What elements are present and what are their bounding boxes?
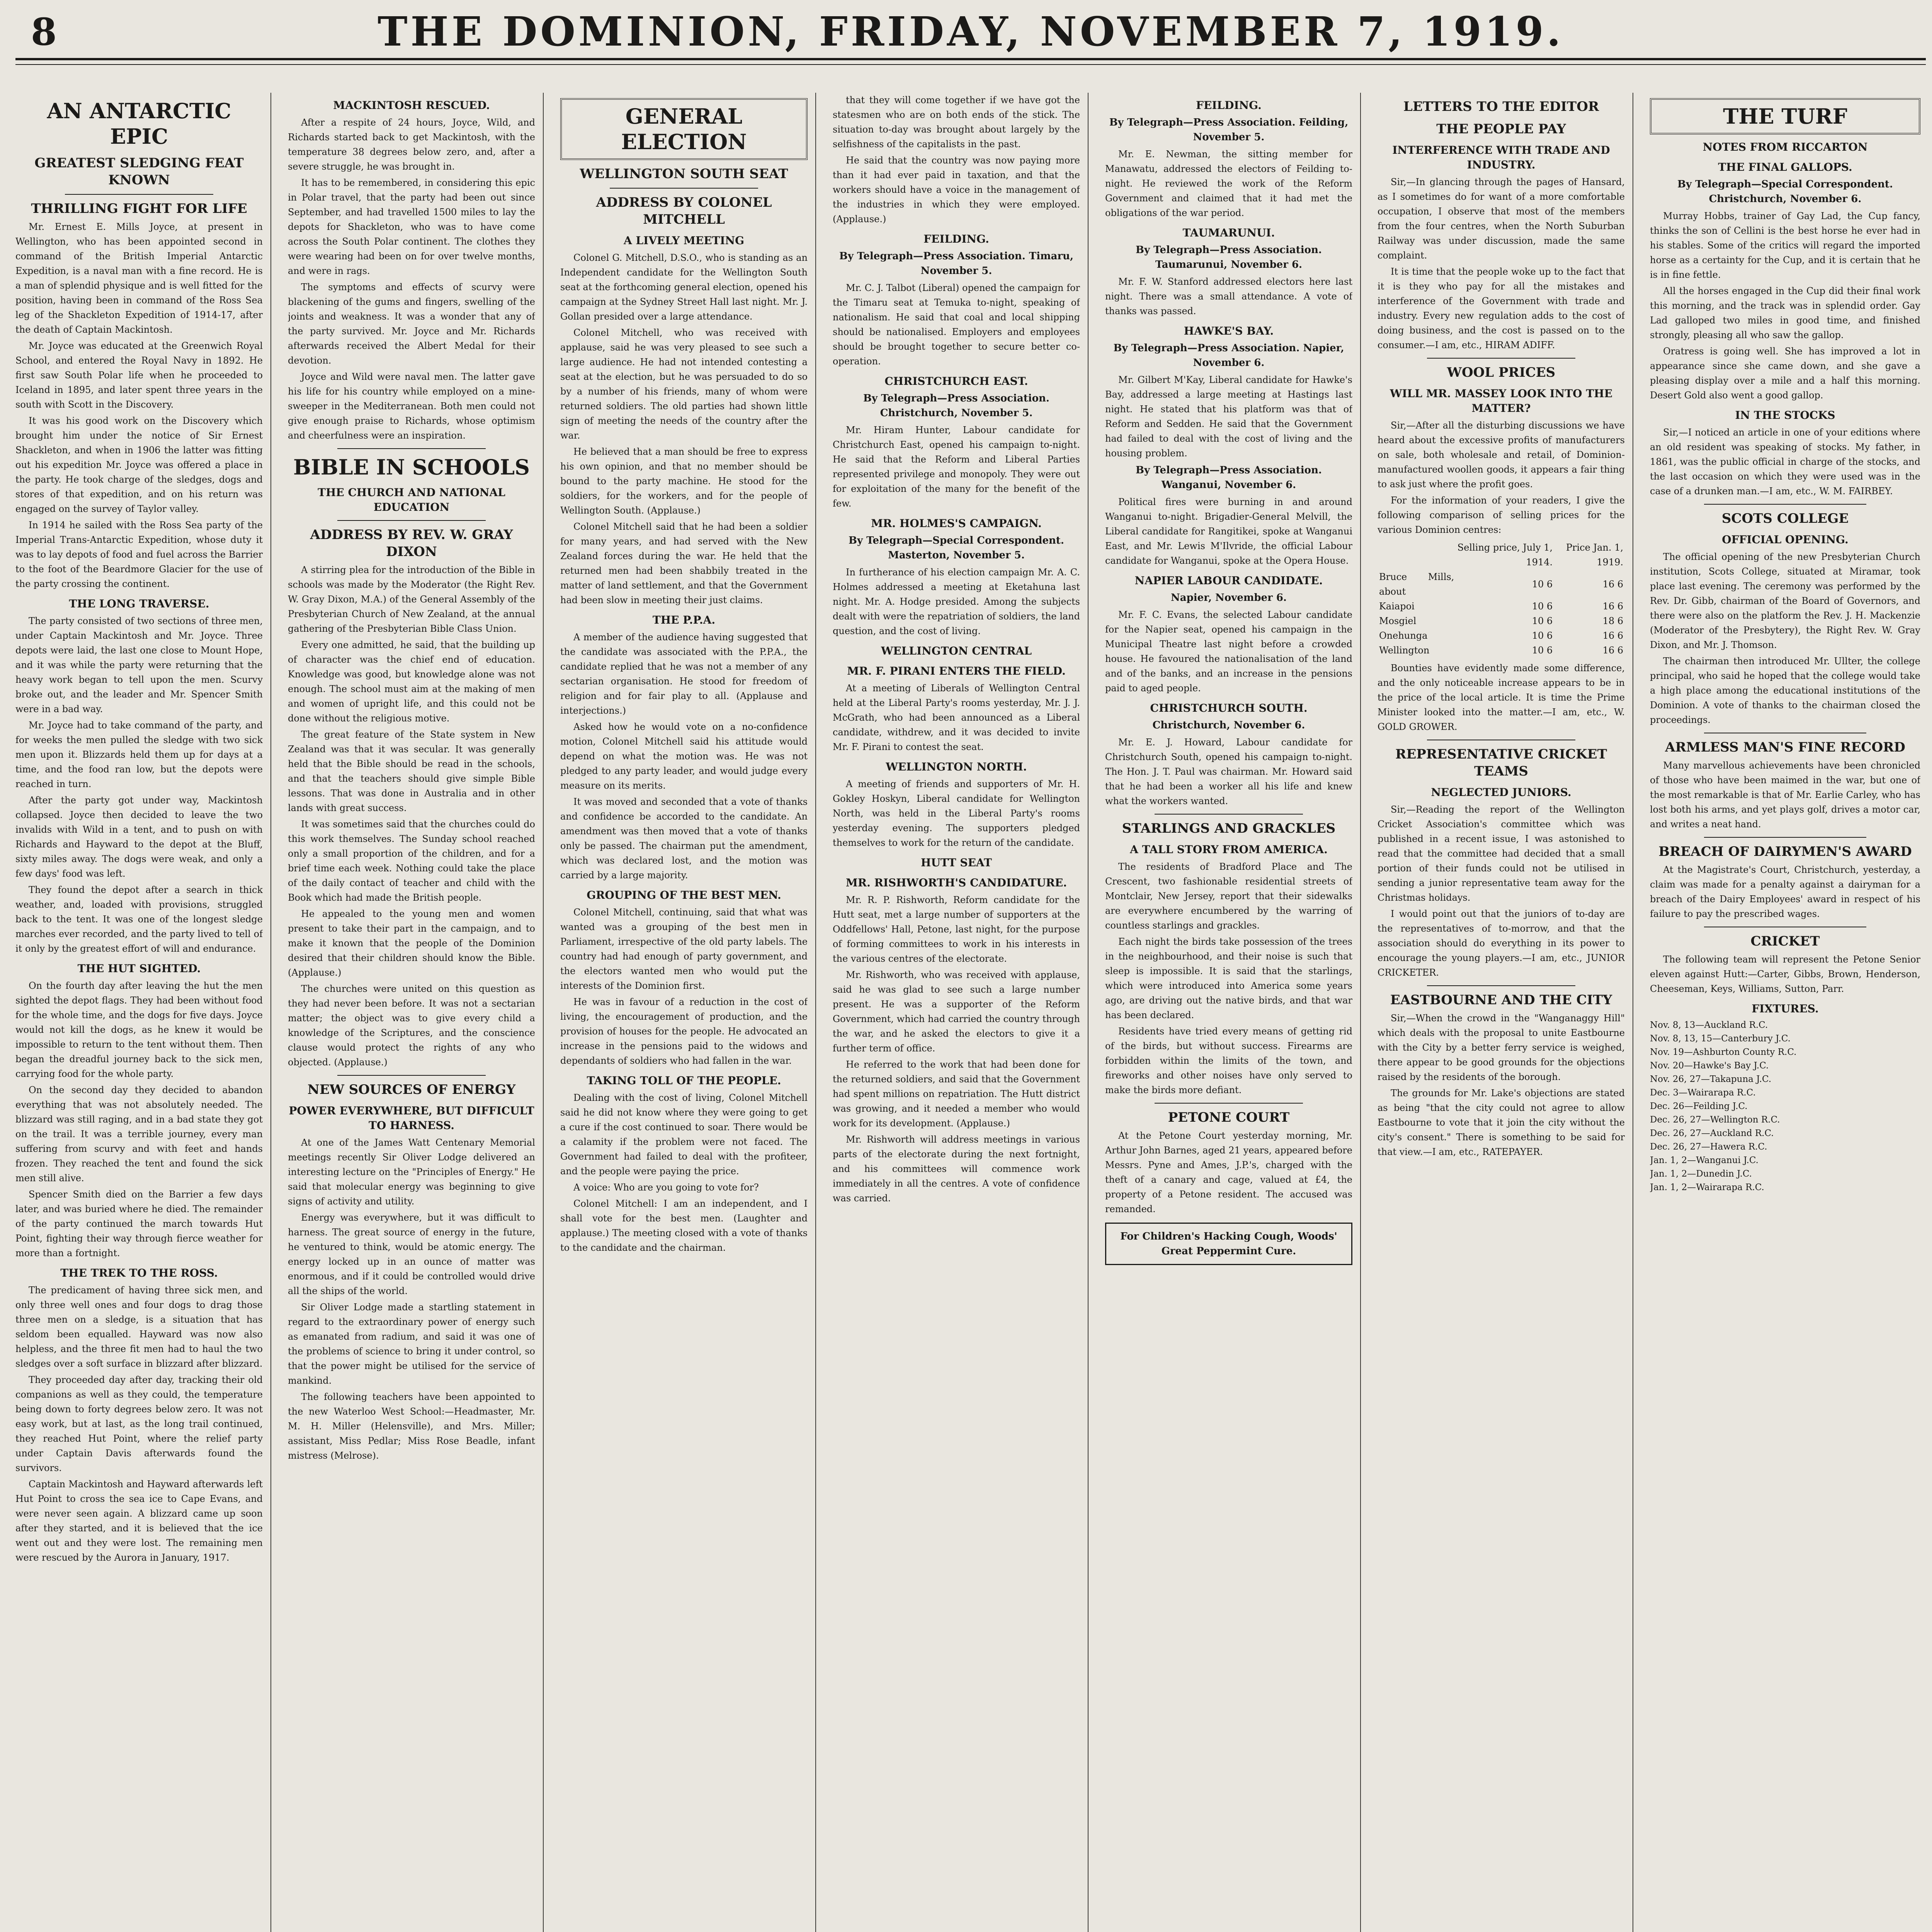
article-paragraph: On the fourth day after leaving the hut the men sighted the depot flags. They had been without food for the whole time, and the dogs for five days. Joyce would not kill the dogs, as he knew it would be impossible to return to the tent without them. Then began the dreadful journey back to the sick men, carrying food for the whole party. (15, 980, 263, 1079)
dateline: By Telegraph—Press Association. Taumarunui, November 6. (1136, 244, 1322, 270)
article-paragraph: It was moved and seconded that a vote of thanks and confidence be accorded to the candidate. An amendment was then moved that a vote of thanks only be passed. The chairman put the amendment, which was declared lost, and the motion was carried by a large majority. (560, 796, 808, 881)
table-cell: 10 6 (1532, 645, 1553, 656)
article-paragraph: Mr. Joyce was educated at the Greenwich Royal School, and entered the Royal Navy in 1892. He first saw South Polar life when he proceeded to Iceland in 1895, and later spent three years in the south with Scott in the Discovery. (15, 340, 263, 410)
section-heading: A TALL STORY FROM AMERICA. (1130, 843, 1328, 856)
section-heading: NAPIER LABOUR CANDIDATE. (1134, 574, 1323, 587)
fixture-item: Jan. 1, 2—Wairarapa R.C. (1650, 1182, 1764, 1192)
table-cell: Mosgiel (1379, 616, 1417, 626)
section-heading: MACKINTOSH RESCUED. (333, 99, 490, 112)
section-heading: THE CHURCH AND NATIONAL EDUCATION (318, 486, 505, 514)
section-heading: OFFICIAL OPENING. (1722, 533, 1849, 546)
subheadline: GREATEST SLEDGING FEAT KNOWN (34, 155, 244, 188)
fixture-item: Nov. 19—Ashburton County R.C. (1650, 1047, 1797, 1057)
article-paragraph: Sir,—I noticed an article in one of your editions where an old resident was speaking of stocks. My father, in 1861, was the public official in charge of the stocks, and the last occasion on which they were used was in the case of a drunken man.—I am, etc., W. M. FAIRBEY. (1650, 427, 1920, 497)
subheadline: PETONE COURT (1168, 1110, 1290, 1125)
table-cell: Wellington (1379, 645, 1430, 656)
article-paragraph: Mr. Rishworth, who was received with applause, said he was glad to see such a large number present. He was a supporter of the Reform Government, which had carried the country through the war, and he asked the electors to give it a further term of office. (833, 969, 1080, 1054)
headline: AN ANTARCTIC EPIC (47, 99, 231, 149)
article-separator (1427, 985, 1575, 986)
article-paragraph: For the information of your readers, I give the following comparison of selling prices for the various Dominion centres: (1378, 495, 1625, 535)
article-paragraph: Mr. R. P. Rishworth, Reform candidate for the Hutt seat, met a large number of supporters at the Oddfellows' Hall, Petone, last night, for the purpose of forming committees to work in his interests in the various centres of the electorate. (833, 895, 1080, 964)
section-heading: MR. HOLMES'S CAMPAIGN. (871, 517, 1042, 530)
column-divider (1360, 93, 1361, 1932)
article-paragraph: At the Magistrate's Court, Christchurch, yesterday, a claim was made for a penalty against a dairyman for a breach of the Dairy Employees' award in respect of his failure to pay the prescribed wages. (1650, 864, 1920, 919)
subheadline: THE PEOPLE PAY (1436, 121, 1566, 137)
article-separator (337, 1075, 486, 1076)
article-paragraph: A meeting of friends and supporters of Mr. H. Gokley Hoskyn, Liberal candidate for Wellington North, was held in the Liberal Party's rooms yesterday evening. The supporters pledged themselves to work for the return of the candidate. (833, 779, 1080, 848)
column-1 (15, 93, 263, 1932)
column-4 (833, 93, 1080, 1932)
section-heading: NEGLECTED JUNIORS. (1431, 786, 1571, 799)
article-paragraph: Bounties have evidently made some difference, and the only noticeable increase appears to be in the price of the local article. It is time the Prime Minister looked into the matter.—I am, etc., W. GOLD GROWER. (1378, 663, 1625, 732)
article-separator (610, 188, 758, 189)
section-heading: GROUPING OF THE BEST MEN. (587, 889, 781, 901)
section-heading: THE FINAL GALLOPS. (1718, 161, 1852, 173)
section-heading: THE TREK TO THE ROSS. (60, 1267, 218, 1279)
section-heading: FEILDING. (1196, 99, 1262, 112)
column-7 (1650, 93, 1920, 1932)
article-paragraph: Spencer Smith died on the Barrier a few days later, and was buried where he died. The remainder of the party continued the march towards Hut Point, fighting their way through fierce weather for more than a fortnight. (15, 1189, 263, 1259)
fixture-item: Jan. 1, 2—Wanganui J.C. (1650, 1155, 1759, 1165)
subheadline: BREACH OF DAIRYMEN'S AWARD (1658, 844, 1912, 859)
article-paragraph: that they will come together if we have got the statesmen who are on both ends of the stick. The situation to-day was brought about largely by the selfishness of the capitalists in the past. (833, 95, 1080, 150)
table-cell: 16 6 (1602, 601, 1623, 612)
article-paragraph: Many marvellous achievements have been chronicled of those who have been maimed in the war, but one of the most remarkable is that of Mr. Earlie Carley, who has lost both his arms, and yet plays golf, drives a motor car, and writes a neat hand. (1650, 760, 1920, 830)
article-paragraph: The predicament of having three sick men, and only three well ones and four dogs to drag those three men on a sledge, is a situation that has seldom been equalled. Hayward was now also helpless, and the three fit men had to haul the two sledges over a soft surface in blizzard after blizzard. (15, 1285, 263, 1369)
article-paragraph: The symptoms and effects of scurvy were blackening of the gums and fingers, swelling of the joints and weakness. It was a wonder that any of the party survived. Mr. Joyce and Mr. Richards afterwards received the Albert Medal for their devotion. (288, 282, 535, 366)
masthead-rule (15, 58, 1926, 60)
article-paragraph: Every one admitted, he said, that the building up of character was the chief end of education. Knowledge was good, but knowledge alone was not enough. The school must aim at the making of men and women of upright life, and this could not be done without the religious motive. (288, 639, 535, 724)
subheadline: THRILLING FIGHT FOR LIFE (31, 201, 247, 216)
section-heading: TAKING TOLL OF THE PEOPLE. (587, 1074, 781, 1087)
article-paragraph: The great feature of the State system in New Zealand was that it was secular. It was generally held that the Bible should be read in the schools, and that the teachers should give simple Bible lessons. That was done in Australia and in other lands with great success. (288, 729, 535, 813)
article-paragraph: After the party got under way, Mackintosh collapsed. Joyce then decided to leave the two invalids with Wild in a tent, and to push on with Richards and Hayward to the depot at the Bluff, sixty miles away. The dogs were weak, and only a few days' food was left. (15, 795, 263, 879)
table-cell: 16 6 (1602, 645, 1623, 656)
article-paragraph: He appealed to the young men and women present to take their part in the campaign, and to make it known that the people of the Dominion desired that their children should know the Bible. (Applause.) (288, 908, 535, 978)
article-paragraph: Joyce and Wild were naval men. The latter gave his life for his country while employed on a mine-sweeper in the Mediterranean. Both men could not give enough praise to Richards, whose optimism and cheerfulness were an inspiration. (288, 371, 535, 441)
table-cell: 16 6 (1602, 630, 1623, 641)
article-paragraph: In 1914 he sailed with the Ross Sea party of the Imperial Trans-Antarctic Expedition, whose duty it was to lay depots of food and fuel across the Barrier to the foot of the Beardmore Glacier for the use of the party crossing the continent. (15, 520, 263, 589)
subheadline: SCOTS COLLEGE (1721, 511, 1849, 526)
article-paragraph: He believed that a man should be free to express his own opinion, and that no member should be bound to the party machine. He stood for the soldiers, for the workers, and for the people of Wellington South. (Applause.) (560, 446, 808, 516)
section-heading: WILL MR. MASSEY LOOK INTO THE MATTER? (1390, 387, 1612, 415)
section-heading: THE LONG TRAVERSE. (69, 597, 209, 610)
dateline: Christchurch, November 6. (1152, 719, 1305, 731)
section-heading: CHRISTCHURCH SOUTH. (1150, 702, 1308, 714)
table-cell: Bruce Mills, about (1379, 571, 1454, 597)
fixture-item: Dec. 26, 27—Wellington R.C. (1650, 1115, 1780, 1125)
dateline: By Telegraph—Special Correspondent. Masterton, November 5. (849, 535, 1064, 561)
headline: BIBLE IN SCHOOLS (293, 455, 530, 480)
article-paragraph: Mr. Rishworth will address meetings in various parts of the electorate during the next fortnight, and his committees will commence work immediately in all the centres. A vote of confidence was carried. (833, 1134, 1080, 1204)
article-paragraph: Dealing with the cost of living, Colonel Mitchell said he did not know where they were going to get a cure if the cost continued to soar. There would be a calamity if the problem were not faced. The Government had failed to deal with the profiteer, and the people were paying the price. (560, 1092, 808, 1177)
article-paragraph: The churches were united on this question as they had never been before. It was not a sectarian matter; the object was to give every child a knowledge of the Scriptures, and the conscience clause would protect the rights of any who objected. (Applause.) (288, 983, 535, 1068)
section-heading: WELLINGTON CENTRAL (881, 645, 1032, 657)
section-heading: CHRISTCHURCH EAST. (884, 375, 1028, 388)
dateline: By Telegraph—Press Association. Napier, November 6. (1113, 342, 1344, 369)
column-divider (270, 93, 271, 1932)
masthead (15, 8, 1926, 54)
article-paragraph: The following teachers have been appointed to the new Waterloo West School:—Headmaster, Mr. M. H. Miller (Helensville), and Mrs. Miller; assistant, Miss Pedlar; Miss Rose Beadle, infant mistress (Melrose). (288, 1391, 535, 1461)
table-cell: 10 6 (1532, 630, 1553, 641)
article-separator (1704, 837, 1866, 838)
dateline: By Telegraph—Special Correspondent. Christchurch, November 6. (1677, 179, 1893, 205)
article-paragraph: In furtherance of his election campaign Mr. A. C. Holmes addressed a meeting at Eketahuna last night. Mr. A. Hodge presided. Among the subjects dealt with were the repatriation of soldiers, the land question, and the cost of living. (833, 567, 1080, 636)
article-paragraph: They found the depot after a search in thick weather, and, loaded with provisions, struggled back to the tent. It was one of the longest sledge marches ever recorded, and the party lived to tell of it only by the greatest effort of will and endurance. (15, 884, 263, 954)
article-paragraph: Asked how he would vote on a no-confidence motion, Colonel Mitchell said his attitude would depend on what the motion was. He was not pledged to any party leader, and would judge every measure on its merits. (560, 721, 808, 791)
article-paragraph: At a meeting of Liberals of Wellington Central held at the Liberal Party's rooms yesterday, Mr. J. J. McGrath, who had been announced as a Liberal candidate, withdrew, and it was decided to invite Mr. F. Pirani to contest the seat. (833, 683, 1080, 752)
section-heading: MR. RISHWORTH'S CANDIDATURE. (845, 876, 1067, 889)
article-paragraph: Oratress is going well. She has improved a lot in appearance since she came down, and she gave a pleasing display over a mile and a half this morning. Desert Gold also went a good gallop. (1650, 346, 1920, 401)
article-paragraph: Murray Hobbs, trainer of Gay Lad, the Cup fancy, thinks the son of Cellini is the best horse he ever had in his stables. Some of the critics will regard the imported horse as a certainty for the Cup, and it is certain that he is in fine fettle. (1650, 211, 1920, 280)
article-paragraph: Mr. F. W. Stanford addressed electors here last night. There was a small attendance. A vote of thanks was passed. (1105, 276, 1352, 316)
subheadline: STARLINGS AND GRACKLES (1122, 821, 1336, 836)
fixture-item: Dec. 26, 27—Auckland R.C. (1650, 1128, 1774, 1138)
section-heading: POWER EVERYWHERE, BUT DIFFICULT TO HARNESS. (289, 1104, 534, 1132)
article-paragraph: Mr. Gilbert M'Kay, Liberal candidate for Hawke's Bay, addressed a large meeting at Hastings last night. He stated that his platform was that of Reform and Sedden. He said that the Government had failed to deal with the cost of living and the housing problem. (1105, 374, 1352, 459)
article-paragraph: On the second day they decided to abandon everything that was not absolutely needed. The blizzard was still raging, and in a bad state they got on the trail. It was a terrible journey, every man suffering from scurvy and with feet and hands frozen. They reached the tent and found the sick men still alive. (15, 1085, 263, 1184)
article-paragraph: All the horses engaged in the Cup did their final work this morning, and the track was in splendid order. Gay Lad galloped two miles in good time, and finished strongly, pleasing all who saw the gallop. (1650, 286, 1920, 340)
fixture-item: Dec. 26—Feilding J.C. (1650, 1101, 1748, 1111)
article-separator (1704, 504, 1866, 505)
article-paragraph: Sir Oliver Lodge made a startling statement in regard to the extraordinary power of energy such as emanated from radium, and said it was one of the problems of science to bring it under control, so that the power might be utilised for the service of mankind. (288, 1302, 535, 1386)
article-paragraph: The official opening of the new Presbyterian Church institution, Scots College, situated at Miramar, took place last evening. The ceremony was performed by the Rev. Dr. Gibb, chairman of the Board of Governors, and there were also on the platform the Rev. J. H. Mackenzie (Moderator of the Presbytery), the Right Rev. W. Gray Dixon, and Mr. J. Thomson. (1650, 551, 1920, 650)
article-paragraph: Mr. E. Newman, the sitting member for Manawatu, addressed the electors of Feilding to-night. He reviewed the work of the Reform Government and claimed that it had met the obligations of the war period. (1105, 149, 1352, 218)
article-paragraph: A member of the audience having suggested that the candidate was associated with the P.P.A., the candidate replied that he was not a member of any sectarian organisation. He stood for freedom of religion and for fair play to all. (Applause and interjections.) (560, 632, 808, 716)
article-paragraph: After a respite of 24 hours, Joyce, Wild, and Richards started back to get Mackintosh, with the temperature 38 degrees below zero, and, after a severe struggle, he was brought in. (288, 117, 535, 172)
section-heading: IN THE STOCKS (1735, 409, 1835, 422)
dateline: By Telegraph—Press Association. Feilding, November 5. (1109, 117, 1349, 143)
section-heading: FEILDING. (923, 233, 989, 245)
article-paragraph: Mr. Hiram Hunter, Labour candidate for Christchurch East, opened his campaign to-night. He said that the Reform and Liberal Parties represented privilege and monopoly. They were out for exploitation of the many for the benefit of the few. (833, 425, 1080, 509)
article-separator (1155, 1103, 1303, 1104)
table-cell: 10 6 (1532, 579, 1553, 590)
subheadline: ADDRESS BY REV. W. GRAY DIXON (310, 527, 513, 560)
table-header-cell (1378, 540, 1456, 570)
article-paragraph: I would point out that the juniors of to-day are the representatives of to-morrow, and that the association should do everything in its power to encourage the young players.—I am, etc., JUNIOR CRICKETER. (1378, 908, 1625, 978)
price-table (1378, 540, 1625, 658)
subheadline: ARMLESS MAN'S FINE RECORD (1665, 740, 1905, 755)
page-number: 8 (31, 10, 57, 54)
dateline: By Telegraph—Press Association. Timaru, November 5. (839, 250, 1074, 277)
fixture-item: Dec. 26, 27—Hawera R.C. (1650, 1142, 1767, 1152)
article-paragraph: They proceeded day after day, tracking their old companions as well as they could, the temperature being down to forty degrees below zero. It was not easy work, but at last, as the long trail continued, they reached Hut Point, where the relief party under Captain Davis afterwards found the survivors. (15, 1374, 263, 1473)
table-header-cell: Price Jan. 1, 1919. (1566, 542, 1623, 568)
article-paragraph: Political fires were burning in and around Wanganui to-night. Brigadier-General Melvill, the Liberal candidate for Rangitikei, spoke at Wanganui East, and Mr. Lewis M'Ilvride, the official Labour candidate for Wanganui, spoke at the Opera House. (1105, 497, 1352, 566)
subheadline: ADDRESS BY COLONEL MITCHELL (596, 195, 772, 227)
column-divider (815, 93, 816, 1932)
column-6 (1378, 93, 1625, 1932)
section-heading: THE HUT SIGHTED. (77, 962, 201, 975)
article-paragraph: A stirring plea for the introduction of the Bible in schools was made by the Moderator (the Right Rev. W. Gray Dixon, M.A.) of the General Assembly of the Presbyterian Church of New Zealand, at the annual gathering of the Presbyterian Bible Class Union. (288, 565, 535, 634)
subheadline: NEW SOURCES OF ENERGY (307, 1082, 516, 1097)
article-paragraph: The following team will represent the Petone Senior eleven against Hutt:—Carter, Gibbs, Brown, Henderson, Cheeseman, Keys, Williams, Sutton, Parr. (1650, 954, 1920, 994)
dateline: By Telegraph—Press Association. Christchurch, November 5. (863, 393, 1049, 419)
article-paragraph: The residents of Bradford Place and The Crescent, two fashionable residential streets of Montclair, New Jersey, report that their sidewalks are everywhere encumbered by the warring of countless starlings and grackles. (1105, 861, 1352, 931)
subheadline: CRICKET (1750, 934, 1820, 949)
article-paragraph: Colonel Mitchell, continuing, said that what was wanted was a grouping of the best men in Parliament, irrespective of the old party labels. The country had had enough of party government, and the electors wanted men who would put the interests of the Dominion first. (560, 907, 808, 991)
article-paragraph: Captain Mackintosh and Hayward afterwards left Hut Point to cross the sea ice to Cape Evans, and were never seen again. A blizzard came up soon after they started, and it is believed that the ice went out and they were lost. The remaining men were rescued by the Aurora in January, 1917. (15, 1479, 263, 1563)
fixtures-list (1650, 1019, 1920, 1194)
article-paragraph: A voice: Who are you going to vote for? (573, 1182, 759, 1193)
article-paragraph: Each night the birds take possession of the trees in the neighbourhood, and their noise is such that sleep is impossible. It is said that the starlings, which were introduced into America some years ago, are driving out the native birds, and that war has been declared. (1105, 936, 1352, 1020)
masthead-rule-thin (15, 64, 1926, 65)
article-paragraph: He was in favour of a reduction in the cost of living, the encouragement of production, and the provision of houses for the people. He advocated an increase in the pensions paid to the widows and dependants of soldiers who had fallen in the war. (560, 997, 808, 1066)
newspaper-title: THE DOMINION, FRIDAY, NOVEMBER 7, 1919. (378, 8, 1564, 55)
article-paragraph: Energy was everywhere, but it was difficult to harness. The great source of energy in the future, he ventured to think, would be atomic energy. The energy locked up in an ounce of matter was enormous, and if it could be controlled would drive all the ships of the world. (288, 1212, 535, 1296)
article-paragraph: Sir,—When the crowd in the "Wanganaggy Hill" which deals with the proposal to unite Eastbourne with the City by a better ferry service is weighed, there appear to be good grounds for the objections raised by the residents of the borough. (1378, 1013, 1625, 1082)
subheadline: WOOL PRICES (1447, 365, 1556, 380)
section-heading: HAWKE'S BAY. (1184, 325, 1274, 337)
subheadline: WELLINGTON SOUTH SEAT (580, 166, 788, 182)
article-paragraph: Mr. C. J. Talbot (Liberal) opened the campaign for the Timaru seat at Temuka to-night, speaking of nationalism. He said that coal and local shipping should be nationalised. Employers and employees should be brought together to secure better co-operation. (833, 282, 1080, 367)
section-heading: THE P.P.A. (652, 614, 716, 626)
section-banner: GENERAL ELECTION (560, 98, 808, 160)
article-paragraph: At one of the James Watt Centenary Memorial meetings recently Sir Oliver Lodge delivered an interesting lecture on the "Principles of Energy." He said that molecular energy was beginning to give signs of activity and utility. (288, 1137, 535, 1207)
table-cell: Onehunga (1379, 630, 1428, 641)
article-paragraph: It was his good work on the Discovery which brought him under the notice of Sir Ernest Shackleton, and when in 1906 the latter was fitting out his expedition Mr. Joyce was offered a place in the party. He took charge of the sledges, dogs and stores of that expedition, and on his return was engaged on the survey of Taylor valley. (15, 415, 263, 514)
article-paragraph: The party consisted of two sections of three men, under Captain Mackintosh and Mr. Joyce. Three depots were laid, the last one close to Mount Hope, and it was while the party were returning that the heavy work began to tell upon the men. Scurvy broke out, and the leader and Mr. Spencer Smith were in a bad way. (15, 616, 263, 714)
table-row (1378, 614, 1625, 628)
article-paragraph: Colonel Mitchell, who was received with applause, said he was very pleased to see such a large audience. He had not intended contesting a seat at the election, but he was persuaded to do so by a number of his friends, many of whom were returned soldiers. The old parties had shown little sign of meeting the needs of the country after the war. (560, 327, 808, 441)
section-heading: NOTES FROM RICCARTON (1702, 141, 1868, 153)
article-paragraph: Mr. E. J. Howard, Labour candidate for Christchurch South, opened his campaign to-night. The Hon. J. T. Paul was chairman. Mr. Howard said that he had been a worker all his life and knew what the workers wanted. (1105, 737, 1352, 806)
advertisement: For Children's Hacking Cough, Woods' Great Peppermint Cure. (1105, 1223, 1352, 1265)
column-divider (543, 93, 544, 1932)
section-heading: A LIVELY MEETING (623, 234, 745, 247)
article-paragraph: It was sometimes said that the churches could do this work themselves. The Sunday school reached only a small proportion of the children, and for a brief time each week. Nothing could take the place of the daily contact of teacher and child with the Book which had made the British people. (288, 819, 535, 903)
article-paragraph: At the Petone Court yesterday morning, Mr. Arthur John Barnes, aged 21 years, appeared before Messrs. Pyne and Ames, J.P.'s, charged with the theft of a canary and cage, valued at £4, the property of a Petone resident. The accused was remanded. (1105, 1130, 1352, 1214)
section-heading: WELLINGTON NORTH. (886, 760, 1027, 773)
article-separator (65, 194, 213, 195)
fixture-item: Nov. 8, 13—Auckland R.C. (1650, 1020, 1768, 1030)
column-2 (288, 93, 535, 1932)
table-row (1378, 628, 1625, 643)
article-paragraph: Sir,—In glancing through the pages of Hansard, as I sometimes do for want of a more comfortable occupation, I observe that most of the members from the four centres, when the North Suburban Railway was under discussion, made the same complaint. (1378, 177, 1625, 261)
article-paragraph: Mr. Joyce had to take command of the party, and for weeks the men pulled the sledge with two sick men upon it. Blizzards held them up for days at a time, and the food ran low, but the depots were reached in turn. (15, 720, 263, 789)
subheadline: LETTERS TO THE EDITOR (1403, 99, 1599, 114)
article-paragraph: The grounds for Mr. Lake's objections are stated as being "that the city could not agree to allow Eastbourne to vote that it join the city without the city's consent." There is something to be said for that view.—I am, etc., RATEPAYER. (1378, 1088, 1625, 1157)
table-cell: 18 6 (1602, 616, 1623, 626)
table-row (1378, 599, 1625, 614)
fixture-item: Nov. 26, 27—Takapuna J.C. (1650, 1074, 1772, 1084)
section-heading: FIXTURES. (1752, 1002, 1819, 1015)
table-cell: 16 6 (1602, 579, 1623, 590)
article-separator (1427, 358, 1575, 359)
article-paragraph: Mr. Ernest E. Mills Joyce, at present in Wellington, who has been appointed second in command of the British Imperial Antarctic Expedition, is a naval man with a fine record. He is a man of splendid physique and is well fitted for the position, having been in command of the Ross Sea leg of the Shackleton Expedition of 1914-17, after the death of Captain Mackintosh. (15, 221, 263, 335)
article-paragraph: It is time that the people woke up to the fact that it is they who pay for all the mistakes and interference of the Government with trade and industry. Every new regulation adds to the cost of doing business, and the cost is passed on to the consumer.—I am, etc., HIRAM ADIFF. (1378, 266, 1625, 350)
article-paragraph: Colonel Mitchell said that he had been a soldier for many years, and had served with the New Zealand forces during the war. He held that the returned men had been shabbily treated in the matter of land settlement, and that the Government had been slow in meeting their just claims. (560, 521, 808, 605)
section-heading: TAUMARUNUI. (1182, 226, 1275, 239)
table-cell: 10 6 (1532, 601, 1553, 612)
article-paragraph: It has to be remembered, in considering this epic in Polar travel, that the party had been out since September, and had travelled 1500 miles to lay the depots for Shackleton, who was to have come across the South Polar continent. The clothes they were wearing had been on for over twelve months, and were in rags. (288, 177, 535, 276)
table-cell: Kaiapoi (1379, 601, 1415, 612)
fixture-item: Dec. 3—Wairarapa R.C. (1650, 1088, 1756, 1098)
article-paragraph: The chairman then introduced Mr. Ullter, the college principal, who said he hoped that the college would take a high place among the educational institutions of the Dominion. A vote of thanks to the chairman closed the proceedings. (1650, 656, 1920, 725)
price-table-header (1378, 540, 1625, 570)
article-separator (337, 448, 486, 449)
table-cell: 10 6 (1532, 616, 1553, 626)
column-3 (560, 93, 808, 1932)
article-paragraph: Sir,—After all the disturbing discussions we have heard about the excessive profits of manufacturers on sale, both wholesale and retail, of Dominion-manufactured woollen goods, it appears a fair thing to ask just where the profit goes. (1378, 420, 1625, 490)
article-paragraph: Sir,—Reading the report of the Wellington Cricket Association's committee which was published in a recent issue, I was astonished to read that the committee had decided that a small portion of their funds could not be utilised in sending a junior representative team away for the Christmas holidays. (1378, 804, 1625, 903)
article-separator (1155, 814, 1303, 815)
fixture-item: Jan. 1, 2—Dunedin J.C. (1650, 1169, 1752, 1179)
fixture-item: Nov. 20—Hawke's Bay J.C. (1650, 1061, 1769, 1071)
article-paragraph: Colonel G. Mitchell, D.S.O., who is standing as an Independent candidate for the Wellington South seat at the forthcoming general election, opened his campaign at the Sydney Street Hall last night. Mr. J. Gollan presided over a large attendance. (560, 252, 808, 322)
subheadline: REPRESENTATIVE CRICKET TEAMS (1395, 747, 1607, 779)
article-separator (337, 520, 486, 521)
article-paragraph: He said that the country was now paying more than it had ever paid in taxation, and that the workers should have a voice in the management of the industries in which they were employed. (Applause.) (833, 155, 1080, 224)
dateline: Napier, November 6. (1170, 592, 1287, 604)
dateline: By Telegraph—Press Association. Wanganui, November 6. (1136, 464, 1322, 491)
article-paragraph: Mr. F. C. Evans, the selected Labour candidate for the Napier seat, opened his campaign in the Municipal Theatre last night before a crowded house. He favoured the nationalisation of the land and of the banks, and an increase in the pensions paid to aged people. (1105, 609, 1352, 694)
section-heading: MR. F. PIRANI ENTERS THE FIELD. (847, 665, 1066, 677)
table-row (1378, 570, 1625, 599)
article-paragraph: He referred to the work that had been done for the returned soldiers, and said that the Government had spent millions on repatriation. The Hutt district was growing, and it needed a member who would work for its development. (Applause.) (833, 1059, 1080, 1129)
table-row (1378, 643, 1625, 658)
article-paragraph: Colonel Mitchell: I am an independent, and I shall vote for the best men. (Laughter and applause.) The meeting closed with a vote of thanks to the candidate and the chairman. (560, 1198, 808, 1253)
fixture-item: Nov. 8, 13, 15—Canterbury J.C. (1650, 1034, 1791, 1044)
article-paragraph: Residents have tried every means of getting rid of the birds, but without success. Firearms are forbidden within the limits of the town, and fireworks and other noises have only served to make the birds more defiant. (1105, 1026, 1352, 1095)
section-banner: THE TURF (1650, 98, 1920, 134)
section-heading: INTERFERENCE WITH TRADE AND INDUSTRY. (1392, 144, 1610, 171)
subheadline: EASTBOURNE AND THE CITY (1390, 992, 1612, 1008)
column-5 (1105, 93, 1352, 1932)
section-heading: HUTT SEAT (921, 856, 992, 869)
table-header-cell: Selling price, July 1, 1914. (1457, 542, 1553, 568)
